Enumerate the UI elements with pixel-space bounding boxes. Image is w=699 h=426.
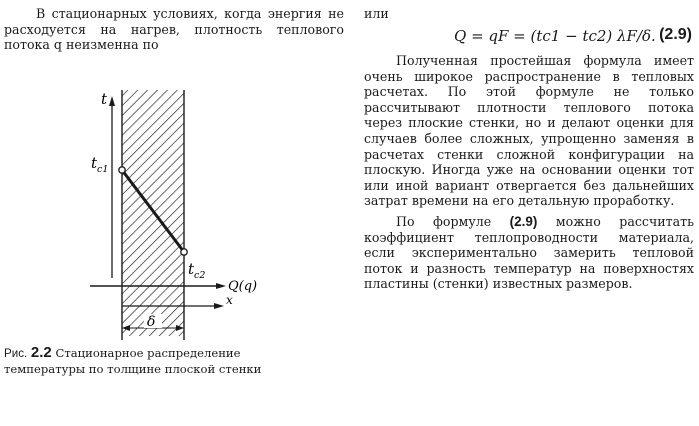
caption-prefix: Рис. [4, 347, 28, 360]
caption-text: Стационарное распределение температуры по толщине плоской стенки [4, 346, 262, 376]
tc1-label: $t_{c1}$ [91, 154, 109, 175]
x-axis-arrow [214, 303, 224, 309]
tc2-label: $t_{c2}$ [188, 260, 206, 281]
delta-label: δ [147, 314, 156, 330]
paragraph-1: Полученная простейшая формула имеет очень широкое распространение в тепловых расчетах. По этой формуле не только рассчитывают плотности теплового потока через плоские стенки, но и делают оценки для случаев более сложных, упрощенно заменяя в расчетах стенки сложной конфигурации на плоскую. Иногда уже на основании оценки тот или иной вариант отвергается без дальнейших затрат времени на его детальную проработку. [364, 53, 694, 209]
paragraph-2-rest: можно рассчитать коэффициент теплопроводности материала, если экспериментально замерить тепловой поток и разность температур на поверхностях пластины (стенки) известных размеров. [364, 213, 694, 292]
equation-reference: (2.9) [509, 213, 538, 229]
t-axis-arrow [109, 96, 115, 106]
formula-text: Q = qF = (tc1 − tc2) λF/δ. [454, 27, 656, 45]
x-axis-label: x [226, 293, 233, 307]
formula-number: (2.9) [659, 26, 692, 43]
caption-number: 2.2 [30, 344, 52, 361]
or-word: или [364, 6, 389, 21]
paragraph-2-lead: По формуле [396, 213, 492, 229]
heat-flux-label: Q(q) [228, 279, 258, 294]
figure-2-2 [80, 78, 280, 348]
left-column [4, 6, 344, 53]
right-column [364, 6, 694, 292]
paragraph-2 [364, 214, 694, 292]
tc1-point [119, 167, 125, 173]
t-axis-label: t [101, 90, 108, 108]
tc2-point [181, 249, 187, 255]
temperature-profile-diagram [80, 78, 280, 348]
formula-2-9 [364, 25, 694, 53]
intro-paragraph: В стационарных условиях, когда энергия не расходуется на нагрев, плотность теплового потока q неизменна по [4, 6, 344, 53]
heat-flux-arrow [216, 283, 226, 289]
figure-caption [4, 346, 324, 376]
